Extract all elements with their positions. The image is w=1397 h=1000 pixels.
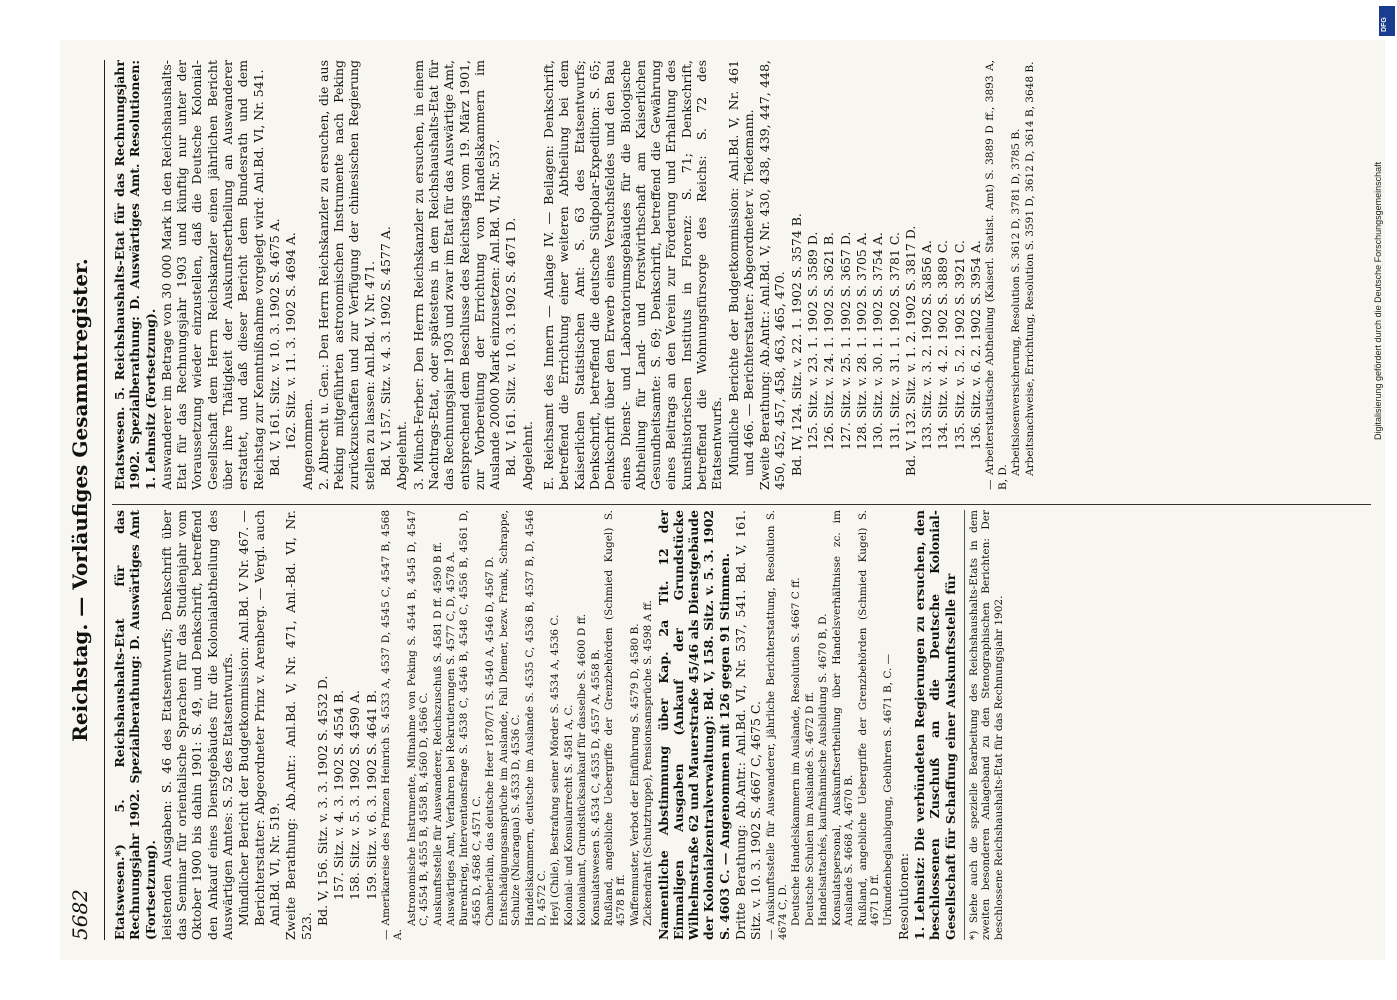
session-ref: 127. Sitz. v. 25. 1. 1902 S. 3657 D. [837, 231, 853, 450]
topic-entry: Rußland, angebliche Uebergriffe der Grenzbehörden (Schmied Kugel) S. 4671 D ff. [856, 510, 881, 926]
topic-entry: Handelsattachés, kaufmännische Ausbildung S. 4670 B, D. [817, 613, 830, 926]
topic-entry: Deutsche Handelskammern im Auslande, Resolution S. 4667 C ff. [790, 577, 803, 926]
session-ref: Bd. V, 161. Sitz. v. 10. 3. 1902 S. 4675 A. [266, 218, 282, 476]
entry-text: Mündlicher Bericht der Budgetkommission: Anl.Bd. V Nr. 467. — Berichterstatter: Abgeordneter Prinz v. Arenberg. — Vergl. auch Anl.Bd. VI, Nr. 519. [236, 510, 282, 926]
session-ref: 159. Sitz. v. 6. 3. 1902 S. 4641 B. [363, 689, 379, 900]
entry-text: Namentliche Abstimmung über Kap. 2a Tit. 12 der Einmaligen Ausgaben (Ankauf der Grundstücke Wilhelmstraße 62 und Mauerstraße 45/46 als Dienstgebäude der Kolonialzentralverwaltung): Bd. V, 158. Sitz. v. 5. 3. 1902 S. 4603 C. — Angenommen mit 126 gegen 91 Stimmen. [655, 510, 732, 940]
topic-entry: Arbeitslosenversicherung, Resolution S. 3612 D, 3781 D, 3785 B. [1010, 128, 1023, 476]
entry-text: Dritte Berathung: Ab.Antr.: Anl.Bd. VI, Nr. 537, 541. Bd. V, 161. Sitz. v. 10. 3. 1902 S. 4667 C, 4675 C. [733, 510, 764, 940]
topic-entry: Rußland, angebliche Uebergriffe der Grenzbehörden (Schmied Kugel) S. 4578 B ff. [602, 510, 628, 926]
topic-entry: Konsulatspersonal, Auskunftsertheilung über Handelsverhältnisse zc. im Auslande S. 4668 A, 4670 B. [830, 510, 856, 926]
session-ref: 157. Sitz. v. 4. 3. 1902 S. 4554 B. [331, 689, 347, 900]
session-ref: 130. Sitz. v. 30. 1. 1902 S. 3754 A. [870, 232, 886, 450]
right-column [112, 60, 1375, 490]
result-text: Angenommen. [299, 398, 315, 490]
entry-text: leistenden Ausgaben: S. 46 des Etatsentwurfs; Denkschrift über das Seminar für orientalische Sprachen für das Studienjahr vom Oktober 1900 bis dahin 1901: S. 49, und Denkschrift, betreffend den Ankauf eines Dienstgebäudes für die Kolonialabtheilung des Auswärtigen Amtes: S. 52 des Etatsentwurfs. [158, 510, 236, 940]
session-ref: 126. Sitz. v. 24. 1. 1902 S. 3621 B. [821, 232, 837, 450]
topic-entry: Auskunftsstelle für Auswanderer, Reichszuschuß S. 4581 D ff. 4590 B ff. [431, 541, 444, 926]
topic-entry: Konsulatswesen S. 4534 C, 4535 D, 4557 A, 4558 B. [589, 648, 602, 926]
topic-entry: Kolonialamt, Grundstücksankauf für dasselbe S. 4600 D ff. [576, 613, 589, 926]
running-title: Reichstag. — Vorläufiges Gesammtregister. [68, 258, 92, 742]
topic-entry: Handelskammern, deutsche im Auslande S. 4535 C, 4536 B, 4537 B, D, 4546 D, 4572 C. [523, 510, 548, 926]
funding-notice: Digitalisierung gefördert durch die Deutsche Forschungsgemeinschaft [1373, 161, 1383, 440]
topic-entry: Deutsche Schulen im Auslande S. 4672 D ff. [803, 691, 816, 926]
resolution-entry: 1. Lehnsitz: Die verbündeten Regierungen zu ersuchen, den beschlossenen Zuschuß an die Deutsche Kolonial-Gesellschaft für Schaffung einer Auskunftsstelle für [912, 510, 958, 940]
page-number: 5682 [68, 889, 92, 940]
section-entry: E. Reichsamt des Innern — Anlage IV. — Beilagen: Denkschrift, betreffend die Errichtung einer weiteren Abtheilung bei dem Kaiserlichen Statistischen Amt: S. 63 des Etatsentwurfs; Denkschrift, betreffend die deutsche Südpolar-Expedition: S. 65; Denkschrift über den Erwerb eines Versuchsfeldes und den Bau eines Dienst- und Laboratoriumsgebäudes für die Biologische Abtheilung für Land- und Forstwirthschaft am Kaiserlichen Gesundheitsamte: S. 69; Denkschrift, betreffend die Gewährung eines Beitrags an den Verein zur Förderung und Erhaltung des kunsthistorischen Instituts in Florenz: S. 71; Denkschrift, betreffend die Wohnungsfürsorge des Reichs: S. 72 des Etatsentwurfs. [541, 60, 725, 490]
document-page [60, 40, 1385, 960]
session-ref: Bd. V, 161. Sitz. v. 10. 3. 1902 S. 4671 D. [503, 217, 519, 476]
entry-text: Auswanderer im Betrage von 30 000 Mark in den Reichshaushalts-Etat für das Rechnungsjahr 1903 und künftig nur unter der Voraussetzung wieder einzustellen, daß die Deutsche Kolonial-Gesellschaft dem Herrn Reichskanzler einen jährlichen Bericht über ihre Thätigkeit der Auskunftsertheilung an Auswanderer erstattet, und daß dieser Bericht dem Bundesrath und dem Reichstag zur Kenntnißnahme vorgelegt wird: Anl.Bd. VI, Nr. 541. [158, 60, 266, 490]
topic-entry: Auswärtiges Amt, Verfahren bei Rekrutierungen S. 4577 C, D, 4578 A. [445, 551, 458, 926]
topic-entry: — Amerikareise des Prinzen Heinrich S. 4533 A, 4537 D, 4545 C, 4547 B, 4568 A. [380, 510, 405, 940]
session-ref: 134. Sitz. v. 4. 2. 1902 S. 3889 C. [935, 240, 951, 450]
entry-text: Zweite Berathung: Ab.Antr.: Anl.Bd. V, Nr. 471, Anl.-Bd. VI, Nr. 523. [283, 510, 314, 940]
session-ref: 135. Sitz. v. 5. 2. 1902 S. 3921 C. [951, 240, 967, 450]
session-ref: 131. Sitz. v. 31. 1. 1902 S. 3781 C. [886, 232, 902, 450]
topic-entry: Chamberlain, das deutsche Heer 1870/71 S. 4540 A, 4546 D, 4567 D. [484, 556, 497, 926]
left-column [112, 510, 1375, 940]
session-ref: 133. Sitz. v. 3. 2. 1902 S. 3856 A. [919, 240, 935, 450]
topic-entry: Arbeitsnachweise, Errichtung, Resolution S. 3591 D, 3612 D, 3614 B, 3648 B. [1023, 61, 1036, 476]
topic-entry: Entschädigungsansprüche im Auslande, Fall Diemer, bezw. Frank, Schrappe, Schulze (Nicaragua) S. 4533 D, 4536 C. [497, 510, 523, 926]
header-rule [104, 60, 105, 940]
topic-entry: Astronomische Instrumente, Mitnahme von Peking S. 4544 B, 4545 D, 4547 C, 4554 B, 4555 B, 4558 B, 4560 D, 4566 C. [405, 510, 431, 926]
session-ref: 136. Sitz. v. 6. 2. 1902 S. 3954 A. [968, 240, 984, 450]
topic-entry: — Auskunftsstelle für Auswanderer, jährliche Berichterstattung, Resolution S. 4674 C, D. [764, 510, 790, 940]
session-ref: 128. Sitz. v. 28. 1. 1902 S. 3705 A. [853, 232, 869, 450]
session-ref: Bd. V, 132. Sitz. v. 1. 2. 1902 S. 3817 D. [902, 225, 918, 476]
session-ref: Bd. IV, 124. Sitz. v. 22. 1. 1902 S. 3574 B. [788, 213, 804, 476]
session-ref: Bd. V, 157. Sitz. v. 4. 3. 1902 S. 4577 A. [378, 226, 394, 476]
column-divider [112, 504, 1371, 505]
topic-entry: Burenkrieg, Interventionsfrage S. 4538 C, 4546 B, 4548 C, 4556 B, 4561 D, 4565 D, 4568 C, 4571 C. [458, 510, 483, 926]
resolution-entry: 2. Albrecht u. Gen.: Den Herrn Reichskanzler zu ersuchen, die aus Peking mitgeführten astronomischen Instrumente nach Peking zurückzuschaffen und zur Verfügung der chinesischen Regierung stellen zu lassen: Anl.Bd. V, Nr. 471. [315, 60, 377, 490]
result-text: Abgelehnt. [394, 421, 410, 490]
topic-entry: Heyl (Chile), Bestrafung seiner Mörder S. 4534 A, 4536 C. [549, 614, 562, 926]
session-ref: 162. Sitz. v. 11. 3. 1902 S. 4694 A. [283, 232, 299, 450]
topic-entry: Kolonial- und Konsularrecht S. 4581 A, C. [562, 704, 575, 926]
entry-text: Zweite Berathung: Ab.Antr.: Anl.Bd. V, Nr. 430, 438, 439, 447, 448, 450, 452, 457, 458, 463, 465, 470. [757, 60, 788, 490]
entry-heading: Etatswesen. 5. Reichshaushalts-Etat für das Rechnungsjahr 1902. Spezialberathung: D. Auswärtiges Amt. Resolutionen: 1. Lehnsitz (Fortsetzung). [112, 60, 158, 490]
session-ref: 158. Sitz. v. 5. 3. 1902 S. 4590 A. [347, 690, 363, 900]
topic-entry: Waffenmuster, Verbot der Einführung S. 4579 D, 4580 B. [628, 623, 641, 926]
topic-entry: Zickendraht (Schutztruppe), Pensionsansprüche S. 4598 A ff. [642, 600, 655, 926]
entry-heading: Etatswesen.*) 5. Reichshaushalts-Etat für das Rechnungsjahr 1902. Spezialberathung: D. Auswärtiges Amt (Fortsetzung). [112, 510, 158, 940]
session-ref: Bd. V, 156. Sitz. v. 3. 3. 1902 S. 4532 D. [314, 675, 330, 926]
resolution-entry: 3. Münch-Ferber: Den Herrn Reichskanzler zu ersuchen, in einem Nachtrags-Etat, oder spätestens in dem Reichshaushalts-Etat für das Rechnungsjahr 1903 und zwar im Etat für das Auswärtige Amt, entsprechend dem Beschlusse des Reichstags vom 19. März 1901, zur Vorbereitung der Errichtung von Handelskammern im Auslande 20000 Mark einzusetzen: Anl.Bd. VI, Nr. 537. [410, 60, 503, 490]
rotated-content [60, 40, 1385, 960]
resolutions-heading: Resolutionen: [895, 852, 911, 940]
entry-text: Mündliche Berichte der Budgetkommission: Anl.Bd. V, Nr. 461 und 466. — Berichterstatter: Abgeordneter v. Tiedemann. [725, 60, 756, 476]
session-ref: 125. Sitz. v. 23. 1. 1902 S. 3589 D. [805, 231, 821, 450]
topic-entry: — Arbeiterstatistische Abtheilung (Kaiserl. Statist. Amt) S. 3889 D ff., 3893 A, B, D. [984, 60, 1009, 490]
topic-entry: Urkundenbeglaubigung, Gebühren S. 4671 B, C. — [882, 653, 895, 926]
result-text: Abgelehnt. [519, 421, 535, 490]
page-header [68, 60, 102, 940]
dfg-logo: DFG [1379, 6, 1395, 36]
footnote: *) Siehe auch die spezielle Bearbeitung des Reichshaushalts-Etats in dem zweiten besonderen Anlageband zu den Stenographischen Berichten: Der beschlossene Reichshaushalts-Etat für das Rechnungsjahr 1902. [964, 510, 1005, 940]
